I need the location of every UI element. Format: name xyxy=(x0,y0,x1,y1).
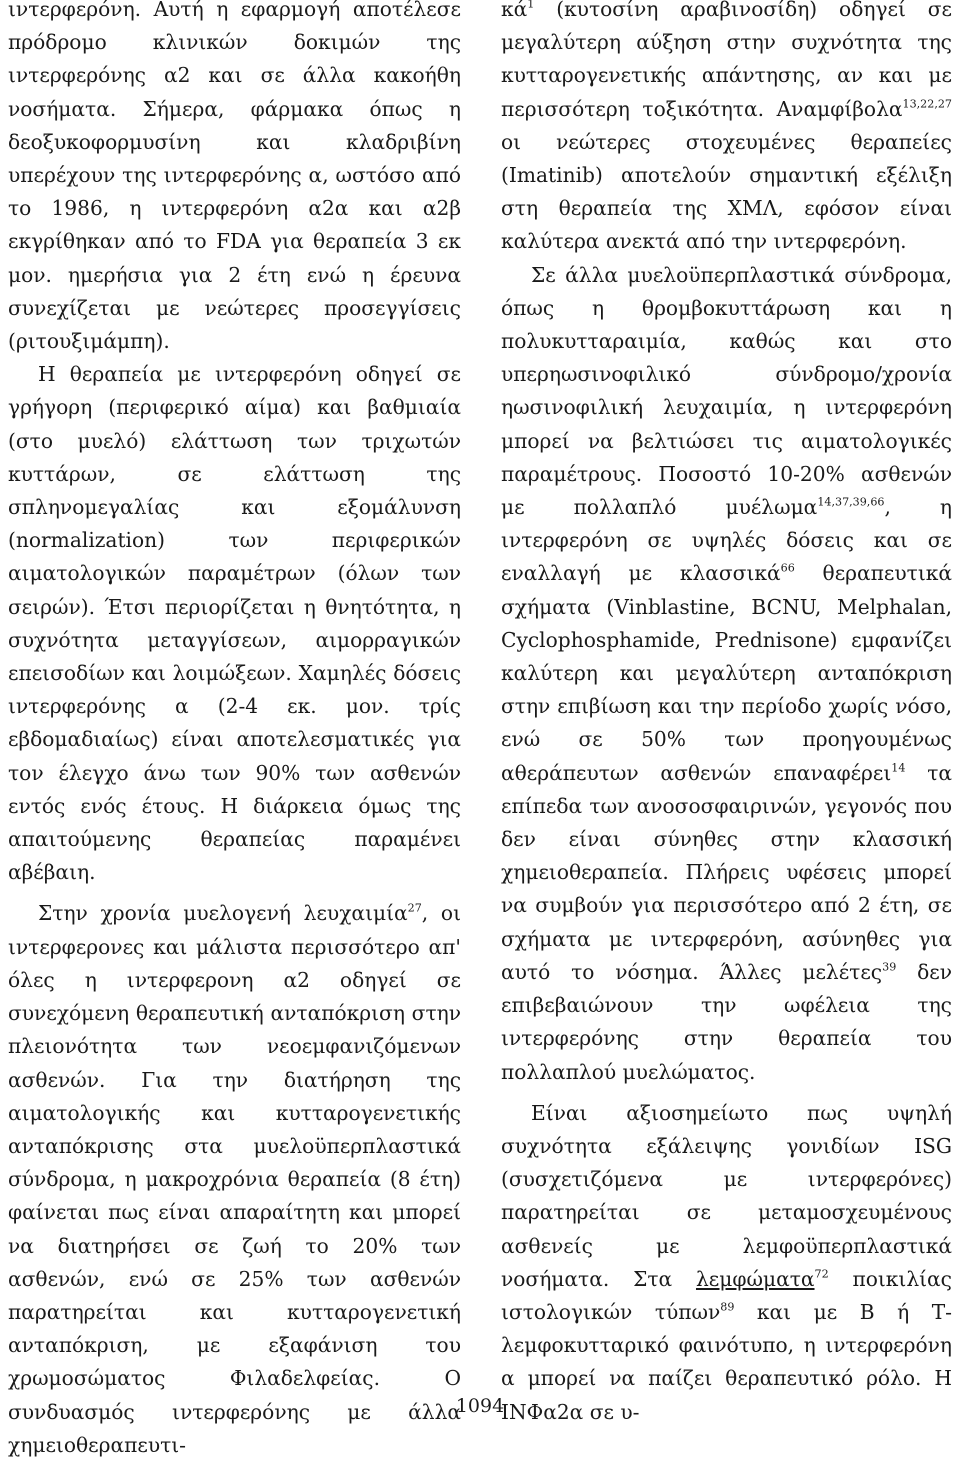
citation-ref: 39 xyxy=(882,960,897,974)
page-number: 1094 xyxy=(455,1395,505,1417)
citation-ref: 27 xyxy=(407,902,422,916)
paragraph-interferon-effects: Η θεραπεία με ιντερφερόνη οδηγεί σε γρήγορη (περιφερικό αίμα) και βαθμιαία (στο μυελό) ελάττωση των τριχωτών κυττάρων, σε ελάττωση της σπληνομεγαλίας και εξομάλυνση (normalization) των περιφερικών αιματολογικών παραμέτρων (όλων των σειρών). Έτσι περιορίζεται η θνητότητα, η συχνότητα μεταγγίσεων, αιμορραγικών επεισοδίων και λοιμώξεων. Χαμηλές δόσεις ιντερφερόνης α (2-4 εκ. μον. τρίς εβδομαδιαίως) είναι αποτελεσματικές για τον έλεγχο άνω των 90% των ασθενών εντός ενός έτους. Η διάρκεια όμως της απαιτούμενης θεραπείας παραμένει αβέβαιη. xyxy=(8,362,461,885)
citation-ref: 14,37,39,66 xyxy=(817,495,885,509)
paragraph-hairy-cell-intro: ιντερφερόνη. Αυτή η εφαρμογή αποτέλεσε πρόδρομο κλινικών δοκιμών της ιντερφερόνης α2 και σε άλλα κακοήθη νοσήματα. Σήμερα, φάρμακα όπως η δεοξυκοφορμυσίνη και κλαδριβίνη υπερέχουν της ιντερφερόνης α, ωστόσο από το 1986, η ιντερφερόνη α2α και α2β εκγρίθηκαν από το FDA για θεραπεία 3 εκ μον. ημερήσια για 2 έτη ενώ η έρευνα συνεχίζεται με νεώτερες προσεγγίσεις (ριτουξιμάμπη). xyxy=(8,0,461,354)
citation-ref: 1 xyxy=(527,0,535,11)
paragraph-cml: Στην χρονία μυελογενή λευχαιμία$^{27}$, οι ιντερφερονες και μάλιστα περισσότερο απ' όλες η ιντερφερονη α2 οδηγεί σε συνεχόμενη θεραπευτική ανταπόκριση στην πλειονότητα των νεοεμφανιζόμενων ασθενών. Για την διατήρηση της αιματολογικής και κυτταρογενετικής ανταπόκρισης στα μυελοϋπερπλαστικά σύνδρομα, η μακροχρόνια θεραπεία (8 έτη) φαίνεται πως είναι απαραίτητη και μπορεί να διατηρήσει σε ζωή το 20% των ασθενών, ενώ σε 25% των ασθενών παρατηρείται και κυτταρογενετική ανταπόκριση, με εξαφάνιση του χρωμοσώματος Φιλαδελφείας. Ο συνδυασμός ιντερφερόνης με άλλα χημειοθεραπευτι- xyxy=(8,901,461,1457)
citation-ref: 89 xyxy=(720,1300,735,1314)
right-column xyxy=(501,0,952,1429)
paragraph-myeloproliferative: Σε άλλα μυελοϋπερπλαστικά σύνδρομα, όπως η θρομβοκυττάρωση και η πολυκυτταραιμία, καθώς και στο υπερηωσινοφιλικό σύνδρομο/χρονία ηωσινοφιλική λευχαιμία, η ιντερφερόνη μπορεί να βελτιώσει τις αιματολογικές παραμέτρους. Ποσοστό 10-20% ασθενών με πολλαπλό μυέλωμα$^{14,37,39,66}$, η ιντερφερόνη σε υψηλές δόσεις και σε εναλλαγή με κλασσικά$^{66}$ θεραπευτικά σχήματα (Vinblastine, BCNU, Melphalan, Cyclophosphamide, Prednisone) εμφανίζει καλύτερη και μεγαλύτερη ανταπόκριση στην επιβίωση και την περίοδο χωρίς νόσο, ενώ σε 50% των προηγουμένως αθεράπευτων ασθενών επαναφέρει$^{14}$ τα επίπεδα των ανοσοσφαιρινών, γεγονός που δεν είναι σύνηθες στην κλασσική χημειοθεραπεία. Πλήρεις υφέσεις μπορεί να συμβούν για περισσότερο από 2 έτη, σε σχήματα με ιντερφερόνη, ασύνηθες για αυτό το νόσημα. Άλλες μελέτες$^{39}$ δεν επιβεβαιώνουν την ωφέλεια της ιντερφερόνης στην θεραπεία του πολλαπλού μυελώματος. xyxy=(501,262,952,1084)
paragraph-lymphoma: Είναι αξιοσημείωτο πως υψηλή συχνότητα εξάλειψης γονιδίων ISG (συσχετιζόμενα με ιντερφερόνες) παρατηρείται σε μεταμοσχευμένους ασθενείς με λεμφοϋπερπλαστικά νοσήματα. Στα λεμφώματα$^{72}$ ποικιλίας ιστολογικών τύπων$^{89}$ και με Β ή Τ-λεμφοκυτταρικό φαινότυπο, η ιντερφερόνη α μπορεί να παίζει θεραπευτικό ρόλο. Η ΙΝΦα2α σε υ- xyxy=(501,1100,952,1424)
citation-ref: 13,22,27 xyxy=(902,97,952,111)
citation-ref: 66 xyxy=(780,562,795,576)
lymphoma-link[interactable]: λεμφώματα xyxy=(695,1266,815,1291)
paragraph-cml-continued: $\kappa ά^1$ (κυτοσίνη αραβινοσίδη) οδηγεί σε μεγαλύτερη αύξηση στην συχνότητα της κυτταρογενετικής απάντησης, αν και με περισσότερη τοξικότητα. Αναμφίβολα$^{13,22,27}$ οι νεώτερες στοχευμένες θεραπείες (Imatinib) αποτελούν σημαντική εξέλιξη στη θεραπεία της ΧΜΛ, εφόσον είναι καλύτερα ανεκτά από την ιντερφερόνη. xyxy=(501,0,952,259)
citation-ref: 14 xyxy=(891,761,906,775)
citation-ref: 72 xyxy=(814,1267,829,1281)
left-column xyxy=(8,0,461,1462)
